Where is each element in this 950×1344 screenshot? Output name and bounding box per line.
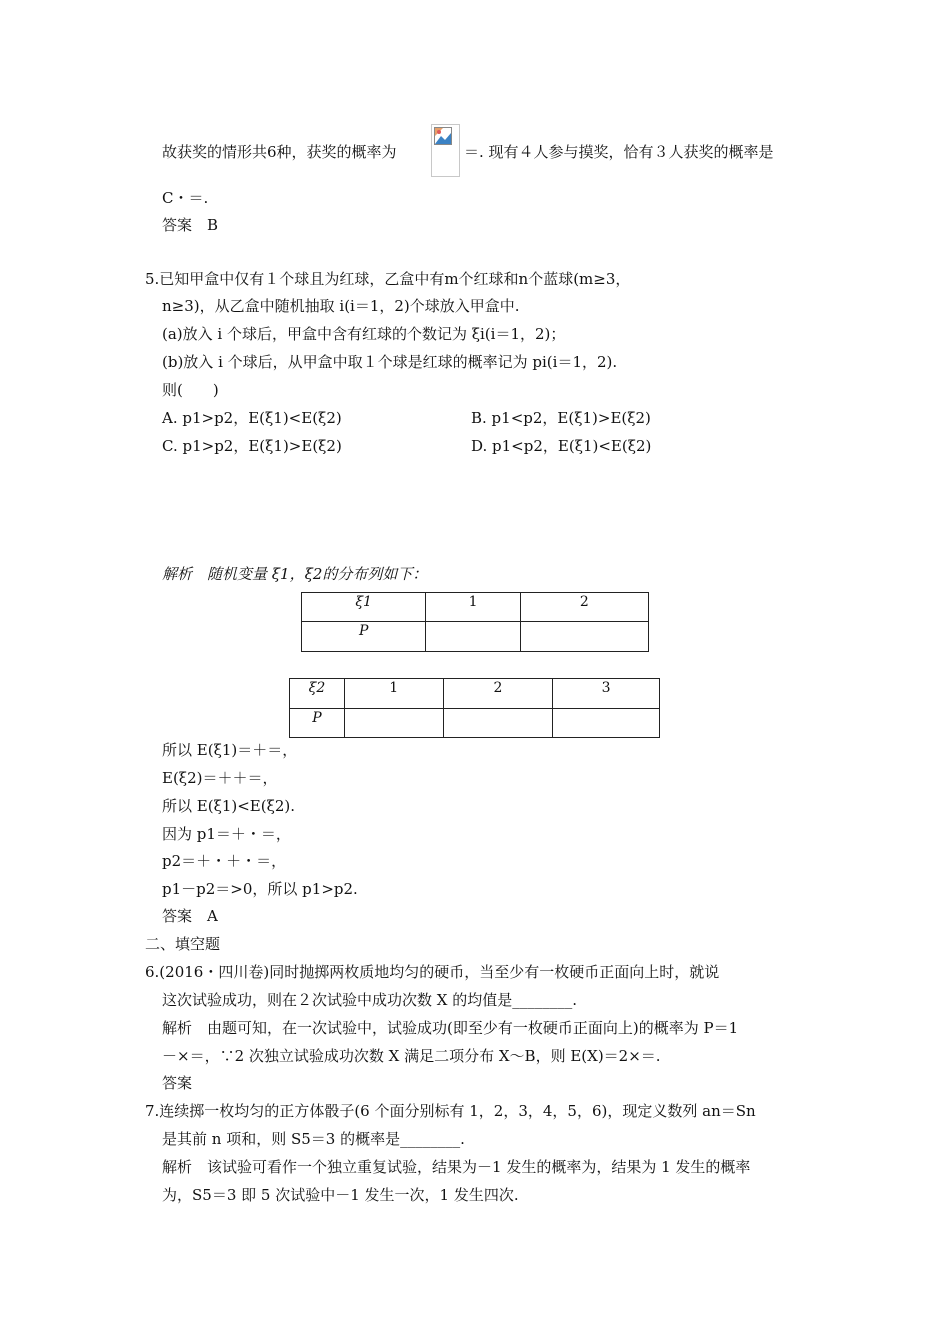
q5-then: 则( ): [162, 381, 219, 399]
table-cell: [520, 622, 648, 652]
table-cell: ξ1: [302, 593, 426, 622]
table-cell: ξ2: [290, 679, 345, 709]
q5-analysis: 解析 随机变量 ξ1，ξ2的分布列如下：: [162, 565, 428, 583]
q5-option-a: A. p1>p2，E(ξ1)<E(ξ2): [162, 409, 342, 427]
q6-line2: 这次试验成功，则在２次试验中成功次数 X 的均值是________.: [162, 991, 577, 1009]
q5-condition-b: (b)放入 i 个球后，从甲盒中取１个球是红球的概率记为 pi(i＝1，2).: [162, 353, 618, 371]
table-cell: [443, 709, 553, 738]
xi2-distribution-table: [289, 678, 660, 738]
q4-line1-after: ＝. 现有４人参与摸奖，恰有３人获奖的概率是: [464, 143, 774, 161]
q4-line1-before: 故获奖的情形共6种，获奖的概率为: [162, 143, 397, 161]
broken-image-icon: [431, 124, 460, 177]
table-cell: 3: [553, 679, 660, 709]
q5-condition-a: (a)放入 i 个球后，甲盒中含有红球的个数记为 ξi(i＝1，2)；: [162, 325, 566, 343]
table-cell: 1: [344, 679, 443, 709]
q6-analysis2: －×＝，∵2 次独立试验成功次数 X 满足二项分布 X～B，则 E(X)＝2×＝.: [162, 1047, 661, 1065]
q5-step: p1－p2＝>0，所以 p1>p2.: [162, 880, 358, 898]
q5-stem-line2: n≥3)，从乙盒中随机抽取 i(i＝1，2)个球放入甲盒中.: [162, 297, 520, 315]
table-cell: 2: [520, 593, 648, 622]
table-row: [290, 709, 660, 738]
q5-step: p2＝＋・＋・＝，: [162, 852, 287, 870]
section-title: 二、填空题: [145, 935, 221, 953]
broken-image-glyph: [434, 127, 452, 145]
q4-line2: C・＝.: [162, 189, 209, 207]
table-row: [302, 622, 649, 652]
q7-analysis2: 为，S5＝3 即 5 次试验中－1 发生一次，1 发生四次.: [162, 1186, 519, 1204]
q7-line2: 是其前 n 项和，则 S5＝3 的概率是________.: [162, 1130, 465, 1148]
q6-analysis1: 解析 由题可知，在一次试验中，试验成功(即至少有一枚硬币正面向上)的概率为 P＝1: [162, 1019, 739, 1037]
table-header-row: [302, 593, 649, 622]
q5-step: 所以 E(ξ1)<E(ξ2).: [162, 797, 296, 815]
q7-line1: 7.连续掷一枚均匀的正方体骰子(6 个面分别标有 1，2，3，4，5，6)，现定义数列 an＝Sn: [145, 1102, 756, 1120]
q5-option-d: D. p1<p2，E(ξ1)<E(ξ2): [471, 437, 652, 455]
table-cell: P: [302, 622, 426, 652]
table-cell: [553, 709, 660, 738]
q5-stem-line1: 5.已知甲盒中仅有１个球且为红球，乙盒中有m个红球和n个蓝球(m≥3，: [145, 270, 631, 288]
xi1-distribution-table: [301, 592, 649, 652]
q6-answer: 答案: [162, 1074, 193, 1092]
q5-option-c: C. p1>p2，E(ξ1)>E(ξ2): [162, 437, 342, 455]
q5-step: 因为 p1＝＋・＝，: [162, 825, 291, 843]
table-cell: 2: [443, 679, 553, 709]
q6-line1: 6.(2016・四川卷)同时抛掷两枚质地均匀的硬币，当至少有一枚硬币正面向上时，就说: [145, 963, 720, 981]
table-header-row: [290, 679, 660, 709]
q5-step: E(ξ2)＝＋＋＝，: [162, 769, 278, 787]
q5-step: 所以 E(ξ1)＝＋＝，: [162, 741, 298, 759]
table-cell: 1: [426, 593, 520, 622]
q5-option-b: B. p1<p2，E(ξ1)>E(ξ2): [471, 409, 651, 427]
q5-answer: 答案 A: [162, 907, 218, 925]
q4-answer: 答案 B: [162, 216, 219, 234]
table-cell: P: [290, 709, 345, 738]
q7-analysis1: 解析 该试验可看作一个独立重复试验，结果为－1 发生的概率为，结果为 1 发生的概率: [162, 1158, 751, 1176]
table-cell: [344, 709, 443, 738]
table-cell: [426, 622, 520, 652]
